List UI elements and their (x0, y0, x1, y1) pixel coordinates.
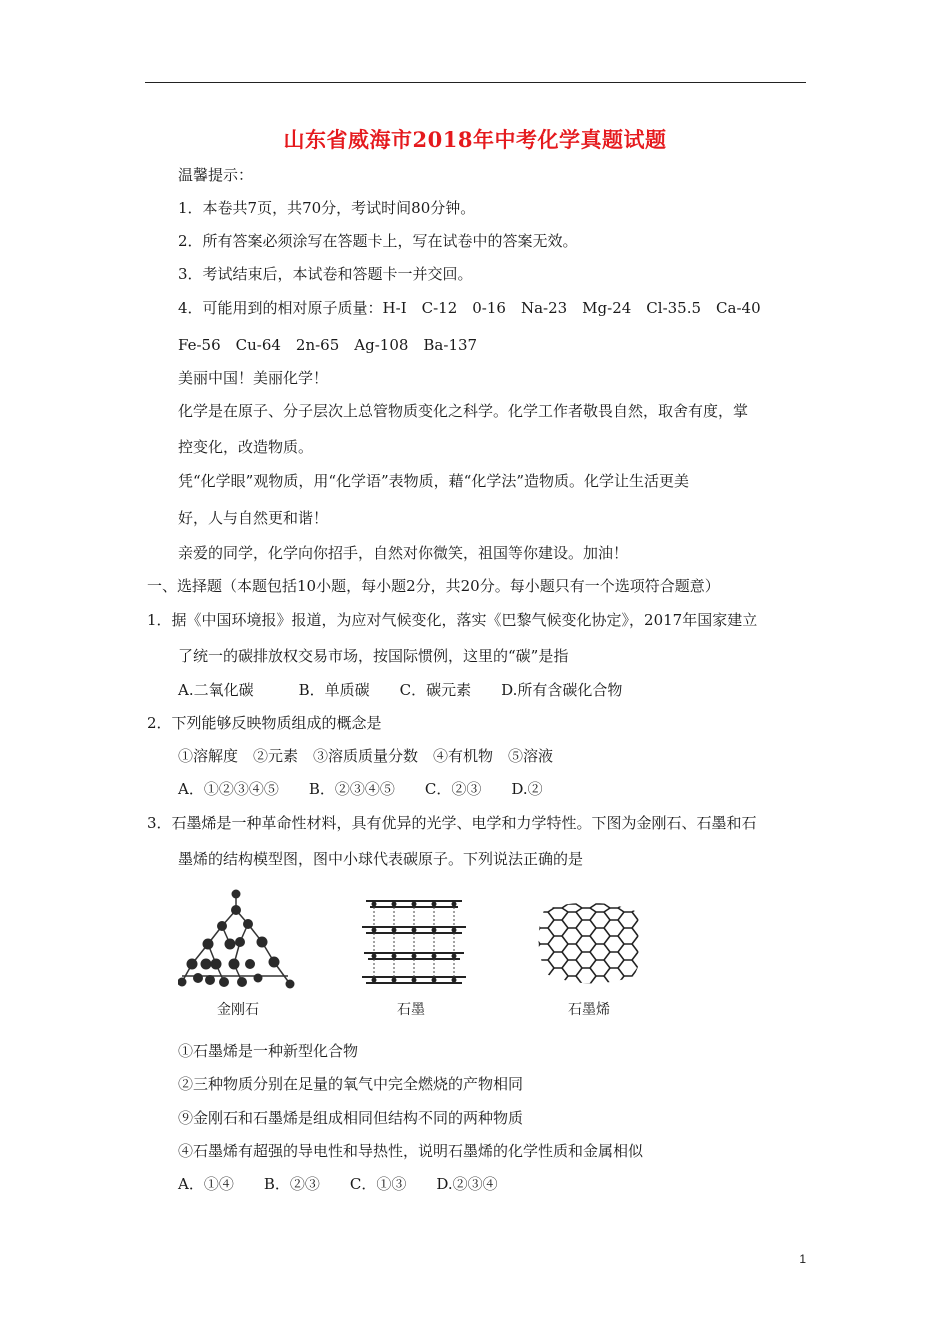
tip-item: 4．可能用到的相对原子质量：H-I C-12 0-16 Na-23 Mg-24 Cl-35.5 Ca-40 (178, 299, 761, 317)
graphene-structure-figure (534, 900, 646, 986)
q2-stem: 2．下列能够反映物质组成的概念是 (147, 714, 382, 732)
tip-item: 3．考试结束后，本试卷和答题卡一并交回。 (178, 265, 473, 283)
tips-heading: 温馨提示： (178, 166, 254, 184)
intro-paragraph-3: 亲爱的同学，化学向你招手，自然对你微笑，祖国等你建设。加油！ (178, 544, 629, 562)
section-heading: 一、选择题（本题包括10小题，每小题2分，共20分。每小题只有一个选项符合题意） (147, 577, 720, 595)
tip-item: 1．本卷共7页，共70分，考试时间80分钟。 (178, 199, 476, 217)
q3-stem-a: 3．石墨烯是一种革命性材料，具有优异的光学、电学和力学特性。下图为金刚石、石墨和石 (147, 814, 757, 832)
graphene-label: 石墨烯 (568, 1002, 610, 1018)
q3-statement: ⑨金刚石和石墨烯是组成相同但结构不同的两种物质 (178, 1109, 524, 1127)
q1-options: A.二氧化碳 B．单质碳 C．碳元素 D.所有含碳化合物 (178, 681, 623, 699)
intro-paragraph-1b: 控变化，改造物质。 (178, 438, 314, 456)
q1-stem-a: 1．据《中国环境报》报道，为应对气候变化，落实《巴黎气候变化协定》，2017年国家建立 (147, 611, 758, 629)
q3-statement: ④石墨烯有超强的导电性和导热性，说明石墨烯的化学性质和金属相似 (178, 1142, 644, 1160)
q3-options: A．①④ B．②③ C．①③ D.②③④ (178, 1175, 498, 1193)
intro-paragraph-2b: 好，人与自然更和谐！ (178, 509, 329, 527)
tip-item: 2．所有答案必须涂写在答题卡上，写在试卷中的答案无效。 (178, 232, 578, 250)
diamond-structure-figure (178, 888, 298, 993)
intro-paragraph-2a: 凭“化学眼”观物质，用“化学语”表物质，藉“化学法”造物质。化学让生活更美 (178, 472, 690, 490)
q3-statement: ②三种物质分别在足量的氧气中完全燃烧的产物相同 (178, 1075, 524, 1093)
q3-stem-b: 墨烯的结构模型图，图中小球代表碳原子。下列说法正确的是 (178, 850, 584, 868)
header-rule (145, 82, 806, 83)
atomic-masses-cont: Fe-56 Cu-64 2n-65 Ag-108 Ba-137 (178, 336, 478, 354)
graphite-structure-figure (358, 893, 470, 988)
page-number: 1 (799, 1252, 806, 1266)
intro-paragraph-1a: 化学是在原子、分子层次上总管物质变化之科学。化学工作者敬畏自然，取舍有度，掌 (178, 402, 749, 420)
page-title: 山东省威海市2018年中考化学真题试题 (283, 127, 667, 152)
q1-stem-b: 了统一的碳排放权交易市场，按国际惯例，这里的“碳”是指 (178, 647, 569, 665)
diamond-label: 金刚石 (217, 1002, 259, 1018)
q3-statement: ①石墨烯是一种新型化合物 (178, 1042, 359, 1060)
slogan: 美丽中国！美丽化学！ (178, 369, 329, 387)
graphite-label: 石墨 (397, 1002, 425, 1018)
q2-items: ①溶解度 ②元素 ③溶质质量分数 ④有机物 ⑤溶液 (178, 747, 554, 765)
q2-options: A．①②③④⑤ B．②③④⑤ C．②③ D.② (178, 780, 543, 798)
